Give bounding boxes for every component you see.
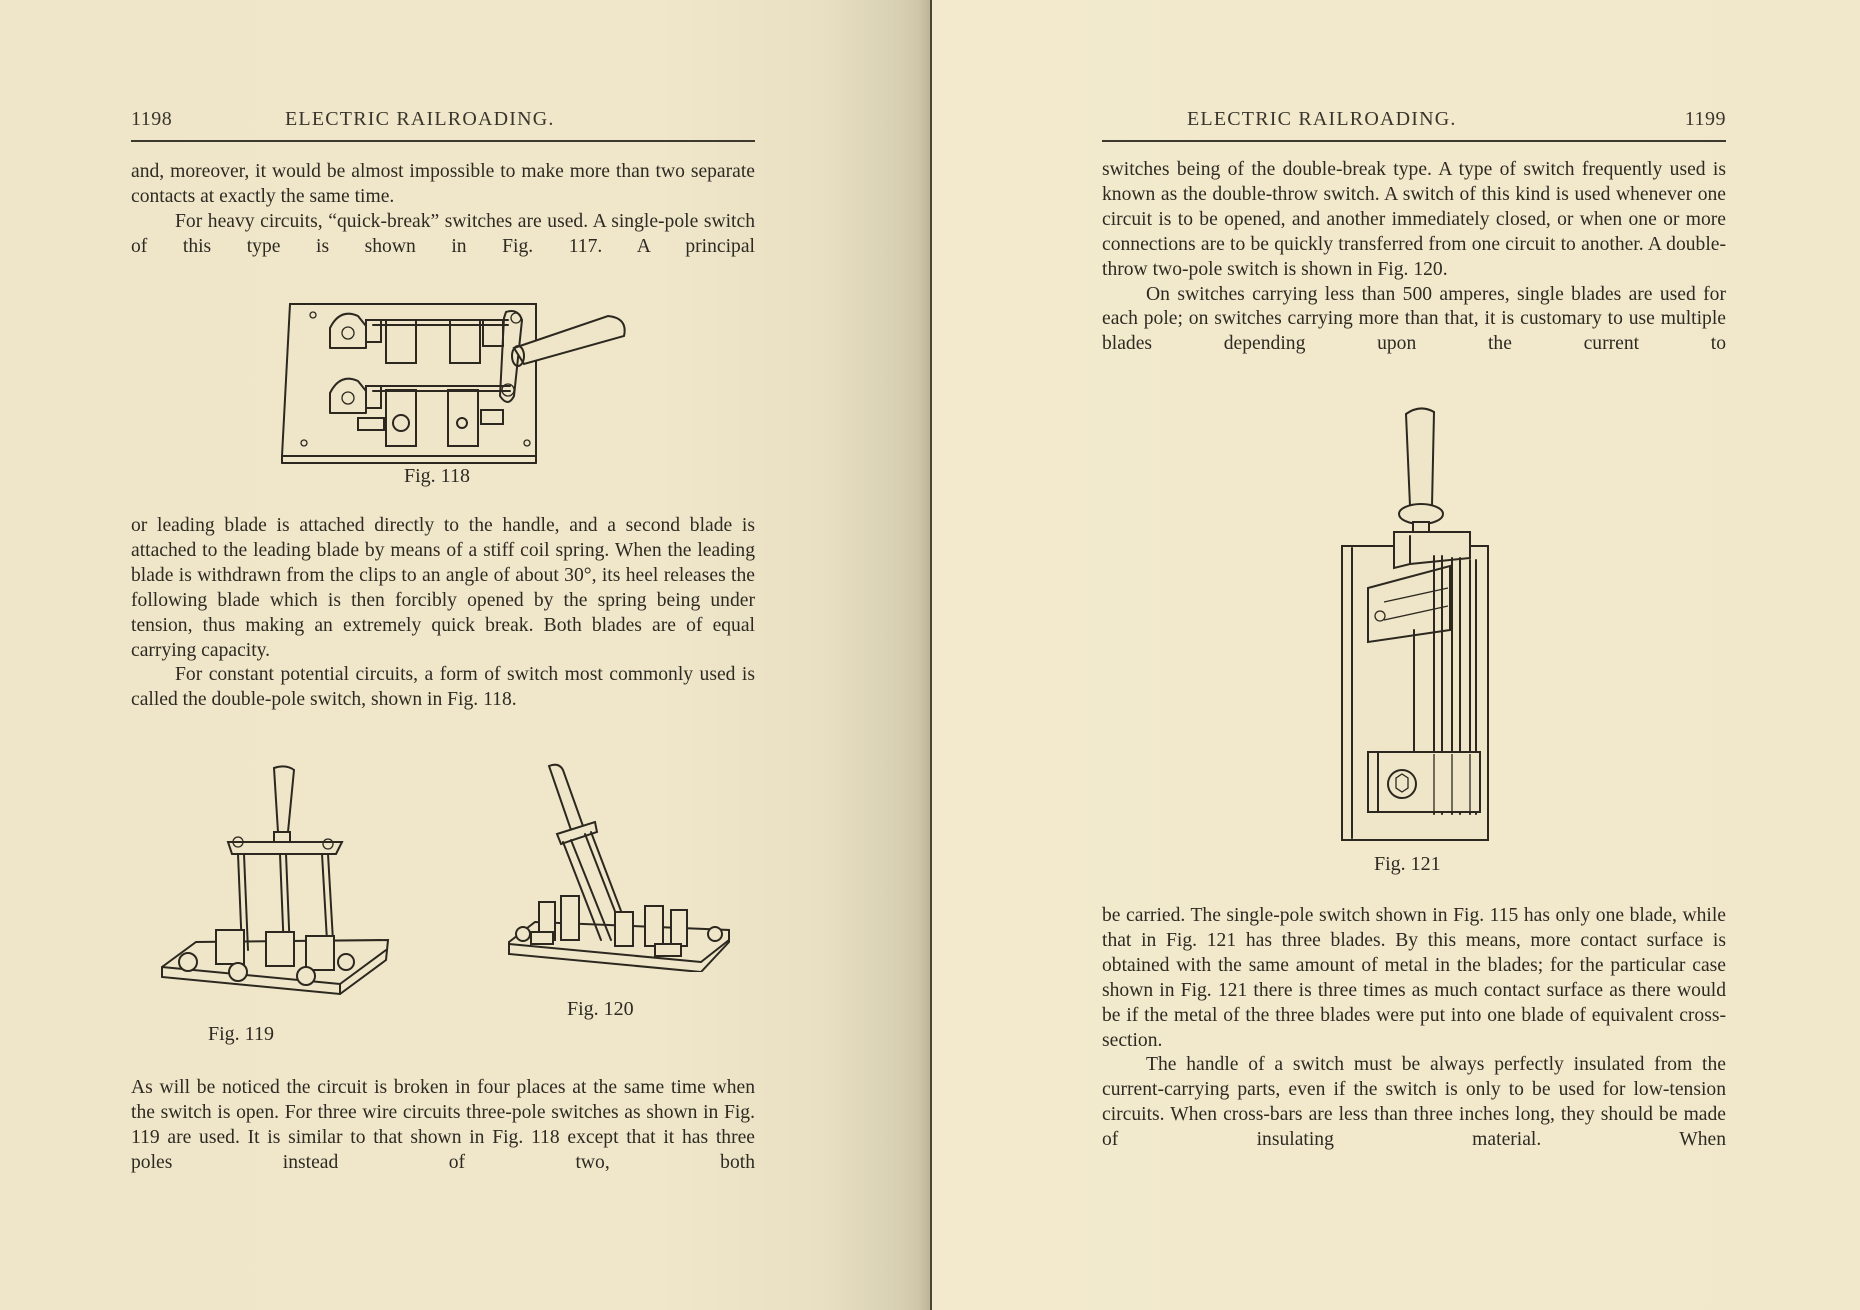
right-running-head bbox=[1102, 108, 1726, 138]
page-number: 1198 bbox=[131, 108, 173, 130]
three-pole-switch-illustration bbox=[156, 762, 396, 1012]
left-text-bottom bbox=[131, 1076, 755, 1176]
right-text-top bbox=[1102, 158, 1726, 357]
paragraph: and, moreover, it would be almost impossible to make more than two separate contacts at exactly the same time. bbox=[131, 161, 755, 207]
paragraph: On switches carrying less than 500 amperes, single blades are used for each pole; on switches carrying more than that, it is customary to use multiple blades depending upon the current to bbox=[1102, 283, 1726, 355]
header-rule bbox=[131, 140, 755, 142]
left-text-top bbox=[131, 160, 755, 260]
header-rule bbox=[1102, 140, 1726, 142]
paragraph: be carried. The single-pole switch shown in Fig. 115 has only one blade, while that in Fig. 121 has three blades. By this means, more contact surface is obtained with the same amount of metal in the blades; for the particular case shown in Fig. 121 there is three times as much contact surface as there would be if the metal of the three blades were put into one blade of equivalent cross-section. bbox=[1102, 905, 1726, 1051]
figure-119-caption: Fig. 119 bbox=[208, 1023, 274, 1045]
double-throw-switch-illustration bbox=[505, 762, 735, 972]
three-blade-switch-illustration bbox=[1338, 398, 1498, 848]
right-text-bottom bbox=[1102, 904, 1726, 1153]
paragraph: The handle of a switch must be always perfectly insulated from the current-carrying parts, even if the switch is only to be used for low-tension circuits. When cross-bars are less than three inches long, they should be made of insulating material. When bbox=[1102, 1054, 1726, 1151]
page-number: 1199 bbox=[1684, 108, 1726, 130]
figure-118-caption: Fig. 118 bbox=[404, 465, 470, 487]
paragraph: For constant potential circuits, a form of switch most commonly used is called the double-pole switch, shown in Fig. 118. bbox=[131, 664, 755, 711]
figure-121-caption: Fig. 121 bbox=[1374, 853, 1441, 875]
paragraph: For heavy circuits, “quick-break” switches are used. A single-pole switch of this type is shown in Fig. 117. A principal bbox=[131, 210, 755, 257]
left-text-middle bbox=[131, 514, 755, 713]
figure-121 bbox=[1338, 398, 1498, 848]
running-title: ELECTRIC RAILROADING. bbox=[285, 108, 555, 130]
figure-119 bbox=[156, 762, 396, 1012]
double-pole-switch-illustration bbox=[278, 298, 638, 468]
left-running-head bbox=[131, 108, 755, 138]
paragraph: As will be noticed the circuit is broken in four places at the same time when the switch is open. For three wire circuits three-pole switches as shown in Fig. 119 are used. It is similar to that shown in Fig. 118 except that it has three poles instead of two, both bbox=[131, 1077, 755, 1173]
figure-120-caption: Fig. 120 bbox=[567, 998, 634, 1020]
running-title: ELECTRIC RAILROADING. bbox=[1187, 108, 1457, 130]
figure-118 bbox=[278, 298, 638, 468]
right-page bbox=[932, 0, 1860, 1310]
paragraph: or leading blade is attached directly to the handle, and a second blade is attached to the leading blade by means of a stiff coil spring. When the leading blade is withdrawn from the clips to an angle of about 30°, its heel releases the following blade which is then forcibly opened by the spring being under tension, thus making an extremely quick break. Both blades are of equal carrying capacity. bbox=[131, 515, 755, 661]
figure-120 bbox=[505, 762, 735, 972]
paragraph: switches being of the double-break type. A type of switch frequently used is known as the double-throw switch. A switch of this kind is used whenever one circuit is to be opened, and another immediately closed, or when one or more connections are to be quickly transferred from one circuit to another. A double-throw two-pole switch is shown in Fig. 120. bbox=[1102, 159, 1726, 280]
